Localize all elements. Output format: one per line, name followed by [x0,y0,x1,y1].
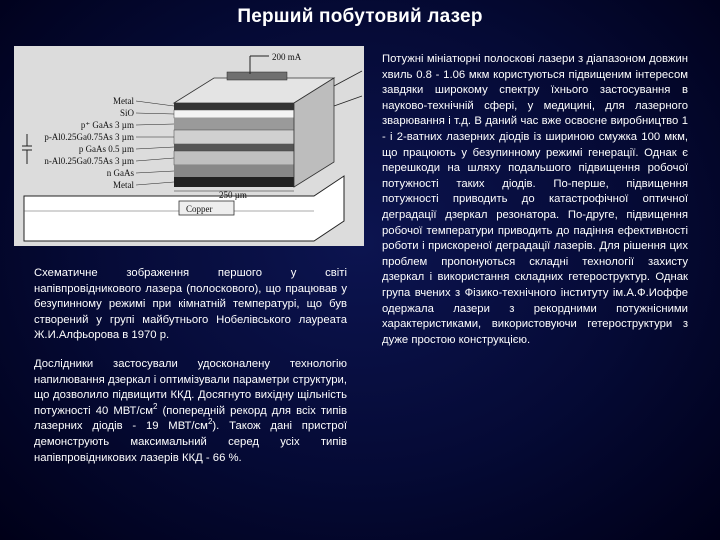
electrode-symbol [22,134,32,164]
figure-caption [34,266,347,344]
research-sup1: 2 [153,402,158,412]
copper-label: Copper [186,204,213,214]
research-paragraph [34,357,347,466]
layer-label-3: p-Al0.25Ga0.75As 3 µm [44,132,134,142]
layer-label-4: p GaAs 0.5 µm [78,144,134,154]
layer-label-0: Metal [113,96,134,106]
layer-label-5: n-Al0.25Ga0.75As 3 µm [44,156,134,166]
layer-label-1: SiO [119,108,134,118]
laser-structure-figure [14,46,364,246]
layer-label-6: n GaAs [106,168,134,178]
layer-label-7: Metal [113,180,134,190]
research-text [34,357,347,466]
layer-stack [174,103,294,187]
caption-text: Схематичне зображення першого у світі напівпровідникового лазера (полоскового), що працював у безупинному режимі при кімнатній температурі, що був створений у групі майбутнього Нобелівського лауреата Ж.И.Алфьорова в 1970 р. [34,267,347,342]
slide-title: Перший побутовий лазер [237,6,483,27]
laser-diagram [14,46,364,246]
research-text-part1: Дослідники застосували удосконалену технологію напилювання дзеркал і оптимізували параметри структури, що дозволило підвищити ККД. Досягнуто вихідну щільність потужності 40 МВТ/см [34,358,347,417]
research-sup2: 2 [207,417,213,427]
layer-label-2: p⁺ GaAs 3 µm [80,120,134,130]
research-text-part2: (попередній рекорд для всіх типів лазерних діодів - 19 МВТ/см [34,404,347,433]
right-column [382,52,688,348]
right-column-text: Потужні мініатюрні полоскові лазери з діапазоном довжин хвиль 0.8 - 1.06 мкм користуються підвищеним інтересом завдяки широкому спектру їхнього застосування в науково-технічній сфері, у медицині, для лазерного зварювання і т.д. В даний час вже освоєне виробництво 1 - і 2-ватних лазерних діодів із шириною смужка 100 мкм, що працюють у безупинному режимі генерації. Однак є перешкоди на шляху подальшого підвищення робочої потужності таких діодів. По-перше, підвищення потужності приводить до катастрофічної оптичної деградації дзеркал резонатора. По-друге, підвищення робочої температури приводить до падіння ефективності роботи і прискореної деградації лазерів. Для рішення цих проблем пропонуються складні технології захисту дзеркал і використання складних гетероструктур. Однак група вчених з Фізико-технічного інституту ім.А.Ф.Иоффе одержала лазери з рекордними потужнісними характеристиками, використовуючи гетероструктури з дуже простою конструкцією. [382,53,688,346]
research-text-part3: ). Також дані пристрої демонструють максимальний серед усіх типів напівпровідникових лазерів ККД - 66 %. [34,420,348,464]
width-label: 250 µm [219,190,247,200]
current-label: 200 mA [272,52,302,62]
